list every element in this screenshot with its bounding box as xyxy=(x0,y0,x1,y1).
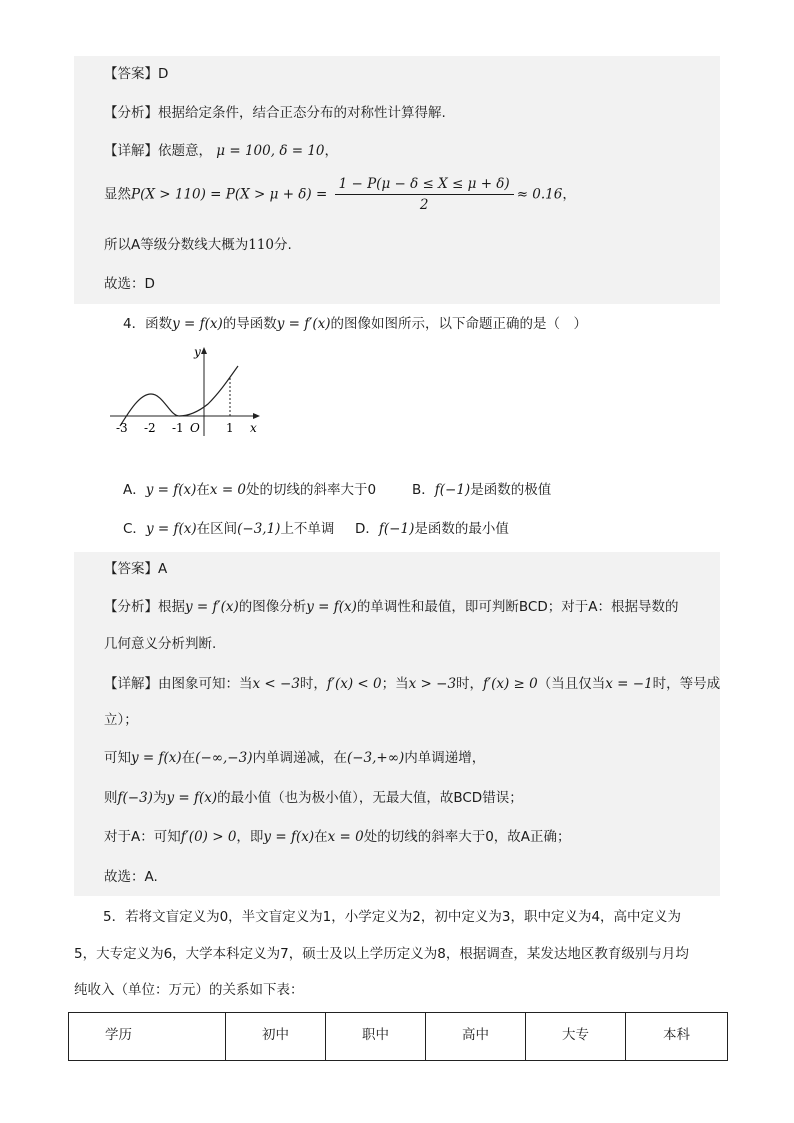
q5-stem-line1: 5．若将文盲定义为0，半文盲定义为1，小学定义为2，初中定义为3，职中定义为4，高中定义为 xyxy=(103,909,682,925)
q4-detail-cond3: x = −1 xyxy=(605,676,653,692)
option-a-claim: 处的切线的斜率大于0 xyxy=(246,482,377,498)
q4-detail-line5 xyxy=(104,825,571,845)
q4-detail-text5: 时，等号成 xyxy=(652,676,721,692)
table-header-cell: 大专 xyxy=(526,1013,626,1061)
option-b-claim: 是函数的极值 xyxy=(470,482,552,498)
q3-conclusion-unit: 分. xyxy=(274,237,292,253)
tick-label-neg1: -1 xyxy=(172,421,184,435)
q4-d4-function: y = f(x) xyxy=(166,790,218,806)
q4-d5-derivative: f′(0) > 0 xyxy=(180,829,237,845)
origin-label: O xyxy=(190,421,200,435)
q4-analysis-line1 xyxy=(104,595,679,615)
q4-option-a xyxy=(123,478,376,498)
option-a-point: x = 0 xyxy=(209,482,247,498)
option-d-value: f(−1) xyxy=(378,521,415,537)
q3-probability-line xyxy=(104,176,576,213)
option-d-letter: D． xyxy=(355,521,379,537)
q4-stem-number: 4．函数 xyxy=(123,316,173,332)
option-d-claim: 是函数的最小值 xyxy=(414,521,509,537)
q4-detail-cond2: x > −3 xyxy=(408,676,457,692)
q3-prob-punct: ， xyxy=(562,186,576,203)
q3-fraction xyxy=(335,176,514,213)
q4-stem xyxy=(123,312,587,332)
q3-choose: 故选：D xyxy=(104,276,155,292)
q4-choose: 故选：A. xyxy=(104,869,158,885)
q3-detail-math: μ = 100, δ = 10 xyxy=(216,143,325,159)
q4-detail-text3: 时， xyxy=(456,676,484,692)
q4-detail-text2: ；当 xyxy=(381,676,409,692)
q4-analysis-tail: 的单调性和最值，即可判断BCD；对于A：根据导数的 xyxy=(356,599,679,615)
q3-answer: 【答案】D xyxy=(104,66,169,82)
q3-fraction-denominator: 2 xyxy=(419,197,429,213)
q4-d3-interval2: (−3,+∞) xyxy=(346,750,405,766)
q5-stem-line2: 5，大专定义为6，大学本科定义为7，硕士及以上学历定义为8，根据调查，某发达地区教育级别与月均 xyxy=(74,946,689,962)
q3-prob-prefix: 显然 xyxy=(104,186,131,203)
q4-d3-interval1: (−∞,−3) xyxy=(195,750,253,766)
q4-d5-text3: 在 xyxy=(314,829,328,845)
q4-d3-text4: 内单调递增， xyxy=(404,750,486,766)
q4-d4-value: f(−3) xyxy=(117,790,153,806)
option-a-function: y = f(x) xyxy=(145,482,197,498)
q4-detail-line3 xyxy=(104,746,485,766)
q4-analysis-line2: 几何意义分析判断. xyxy=(104,636,217,652)
derivative-graph xyxy=(108,344,268,436)
derivative-curve xyxy=(120,366,238,426)
q4-d4-text2: 为 xyxy=(152,790,167,806)
q3-prob-result: ≈ 0.16 xyxy=(516,186,563,203)
q4-d4-text1: 则 xyxy=(104,790,118,806)
q4-detail-cond1: x < −3 xyxy=(252,676,300,692)
education-income-table xyxy=(68,1012,728,1061)
q3-fraction-numerator: 1 − P(μ − δ ≤ X ≤ μ + δ) xyxy=(335,176,514,195)
table-header-cell: 高中 xyxy=(426,1013,526,1061)
q4-detail-result1: f′(x) < 0 xyxy=(326,676,382,692)
q3-detail-punct: ， xyxy=(324,143,339,159)
q4-d5-text2: ，即 xyxy=(236,829,264,845)
q4-d5-point: x = 0 xyxy=(327,829,364,845)
q4-d3-function: y = f(x) xyxy=(131,750,182,766)
q3-detail-label: 【详解】依题意， xyxy=(104,143,212,159)
q4-stem-question: 的图像如图所示，以下命题正确的是（ ） xyxy=(330,316,587,332)
table-header-cell: 职中 xyxy=(326,1013,426,1061)
table-header-cell: 初中 xyxy=(226,1013,326,1061)
q4-d5-function: y = f(x) xyxy=(263,829,315,845)
q5-stem-line3: 纯收入（单位：万元）的关系如下表： xyxy=(74,982,304,998)
y-axis-label: y xyxy=(194,345,201,359)
q4-d3-text2: 在 xyxy=(181,750,196,766)
q4-option-b xyxy=(412,478,551,498)
q4-d4-text3: 的最小值（也为极小值），无最大值，故BCD错误； xyxy=(217,790,523,806)
tick-label-neg3: -3 xyxy=(116,421,128,435)
option-c-interval: (−3,1) xyxy=(237,521,281,537)
x-axis-label: x xyxy=(250,421,257,435)
option-c-text: 在区间 xyxy=(196,521,238,537)
q4-option-c xyxy=(123,517,334,537)
q4-detail-label: 【详解】由图象可知：当 xyxy=(104,676,253,692)
q4-stem-derivative: y = f′(x) xyxy=(276,316,331,332)
option-a-text: 在 xyxy=(196,482,210,498)
table-header-cell: 学历 xyxy=(69,1013,226,1061)
q4-d3-text1: 可知 xyxy=(104,750,131,766)
q4-detail-line1 xyxy=(104,672,720,692)
q4-analysis-label: 【分析】根据 xyxy=(104,599,185,615)
q4-d5-text4: 处的切线的斜率大于0，故A正确； xyxy=(363,829,571,845)
q4-answer: 【答案】A xyxy=(104,561,168,577)
q4-stem-function: y = f(x) xyxy=(172,316,223,332)
option-a-letter: A． xyxy=(123,482,146,498)
y-axis-arrow-icon xyxy=(201,347,207,354)
q3-conclusion xyxy=(104,233,292,253)
option-c-claim: 上不单调 xyxy=(280,521,335,537)
table-header-row xyxy=(69,1013,728,1061)
option-b-value: f(−1) xyxy=(434,482,471,498)
q3-conclusion-text: 所以A等级分数线大概为 xyxy=(104,237,249,253)
table-header-cell: 本科 xyxy=(626,1013,728,1061)
option-c-letter: C． xyxy=(123,521,146,537)
q4-detail-result2: f′(x) ≥ 0 xyxy=(483,676,538,692)
q4-option-d xyxy=(355,517,509,537)
q4-d3-text3: 内单调递减，在 xyxy=(252,750,347,766)
q3-detail xyxy=(104,139,338,159)
q4-detail-text1: 时， xyxy=(299,676,327,692)
tick-label-neg2: -2 xyxy=(144,421,156,435)
q4-analysis-text: 的图像分析 xyxy=(238,599,307,615)
q4-stem-text: 的导函数 xyxy=(222,316,277,332)
q3-conclusion-value: 110 xyxy=(248,237,275,253)
q4-detail-text4: （当且仅当 xyxy=(537,676,606,692)
option-b-letter: B． xyxy=(412,482,435,498)
q4-detail-line2: 立）； xyxy=(104,712,138,728)
q3-prob-equation: P(X > 110) = P(X > μ + δ) = xyxy=(131,186,328,203)
q4-detail-line4 xyxy=(104,786,523,806)
q4-analysis-function: y = f(x) xyxy=(306,599,357,615)
tick-label-1: 1 xyxy=(226,421,234,435)
q3-analysis: 【分析】根据给定条件，结合正态分布的对称性计算得解. xyxy=(104,105,446,121)
q4-d5-text1: 对于A：可知 xyxy=(104,829,181,845)
q4-analysis-derivative: y = f′(x) xyxy=(185,599,239,615)
x-axis-arrow-icon xyxy=(253,413,260,419)
option-c-function: y = f(x) xyxy=(145,521,197,537)
